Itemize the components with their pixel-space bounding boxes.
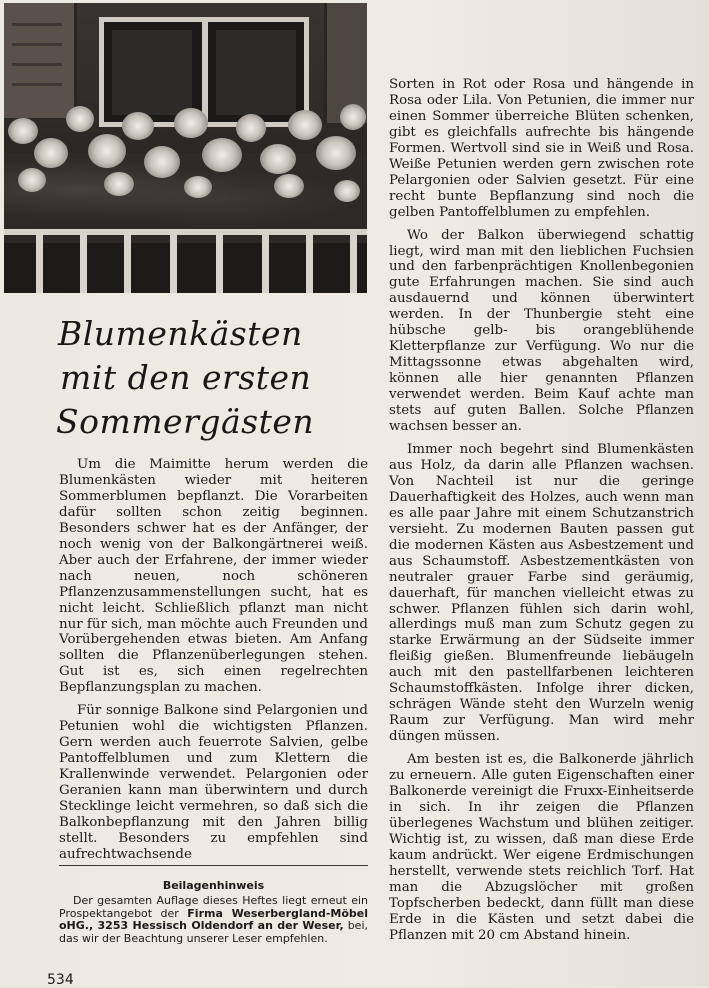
page-number: 534 xyxy=(47,972,74,988)
note-text-after: bei, das wir der Beachtung unserer Leser empfehlen. xyxy=(59,919,368,945)
headline-line-2: mit den ersten xyxy=(60,358,312,397)
headline-line-1: Blumenkästen xyxy=(58,314,303,353)
right-text-column xyxy=(389,77,694,944)
left-text-column xyxy=(59,457,368,863)
note-divider xyxy=(59,865,368,866)
balcony-flowers-photo xyxy=(4,3,367,293)
paragraph: Um die Maimitte herum werden die Blumenkästen wieder mit heiteren Sommerblumen bepflanzt. Die Vorarbeiten dafür sollten schon zeitig beginnen. Besonders schwer hat es der Anfänger, der noch wenig von der Balkongärtnerei weiß. Aber auch der Erfahrene, der immer wieder nach neuen, noch schöneren Pflanzenzusammenstellungen sucht, hat es nicht leicht. Schließlich pflanzt man nicht nur für sich, man möchte auch Freunden und Vorübergehenden etwas bieten. Am Anfang sollten die Pflanzenüberlegungen stehen. Gut ist es, sich einen regelrechten Bepflanzungsplan zu machen. xyxy=(59,457,368,696)
note-title: Beilagenhinweis xyxy=(162,879,265,892)
paragraph: Wo der Balkon überwiegend schattig liegt, wird man mit den lieblichen Fuchsien und den farbenprächtigen Knollenbegonien gute Erfahrungen machen. Sie sind auch ausdauernd und können überwintert werden. In der Thunbergie steht eine hübsche gelb- bis orangeblühende Kletterpflanze zur Verfügung. Wo nur die Mittagssonne etwas abgehalten wird, können alle hier genannten Pflanzen verwendet werden. Beim Kauf achte man stets auf guten Ballen. Solche Pflanzen wachsen besser an. xyxy=(389,227,694,435)
note-body xyxy=(59,895,368,945)
note-company: Firma Weserbergland-Möbel oHG., 3253 Hessisch Oldendorf an der Weser, xyxy=(59,906,368,933)
supplement-note xyxy=(59,880,368,945)
headline-line-3: Sommergästen xyxy=(56,402,315,441)
article-headline xyxy=(54,312,354,444)
paragraph: Am besten ist es, die Balkonerde jährlich zu erneuern. Alle guten Eigenschaften einer Balkonerde vereinigt die Fruxx-Einheitserde in sich. In ihr zeigen die Pflanzen überlegenes Wachstum und blühen zeitiger. Wichtig ist, zu wissen, daß man diese Erde kaum andrückt. Wer eigene Erdmischungen herstellt, verwende stets reichlich Torf. Hat man die Abzugslöcher mit großen Topfscherben bedeckt, dann füllt man diese Erde in die Kästen und setzt dabei die Pflanzen mit 20 cm Abstand hinein. xyxy=(389,752,694,943)
note-text-before: Der gesamten Auflage dieses Heftes liegt erneut ein Prospektangebot der xyxy=(59,894,368,920)
paragraph: Sorten in Rot oder Rosa und hängende in Rosa oder Lila. Von Petunien, die immer nur einen Sommer überreiche Blüten schenken, gibt es gleichfalls aufrechte bis hängende Formen. Wertvoll sind sie in Weiß und Rosa. Weiße Petunien werden gern zwischen rote Pelargonien oder Salvien gesetzt. Für eine recht bunte Bepflanzung sind noch die gelben Pantoffelblumen zu empfehlen. xyxy=(389,77,694,220)
paragraph: Immer noch begehrt sind Blumenkästen aus Holz, da darin alle Pflanzen wachsen. Von Nachteil ist nur die geringe Dauerhaftigkeit des Holzes, auch wenn man es alle paar Jahre mit einem Schutzanstrich versieht. Zu modernen Bauten passen gut die modernen Kästen aus Asbestzement und aus Schaumstoff. Asbestzementkästen von neutraler grauer Farbe sind geräumig, dauerhaft, für manchen vielleicht etwas zu schwer. Pflanzen fühlen sich darin wohl, allerdings muß man zum Schutz gegen zu starke Erwärmung an der Südseite immer fleißig gießen. Blumenfreunde liebäugeln auch mit den pastellfarbenen leichteren Schaumstoffkästen. Infolge ihrer dicken, schrägen Wände steht den Wurzeln wenig Raum zur Verfügung. Man wird mehr düngen müssen. xyxy=(389,441,694,745)
paragraph: Für sonnige Balkone sind Pelargonien und Petunien wohl die wichtigsten Pflanzen. Gern werden auch feuerrote Salvien, gelbe Pantoffelblumen und zum Klettern die Krallenwinde verwendet. Pelargonien oder Geranien kann man überwintern und durch Stecklinge leicht vermehren, so daß sich die Balkonbepflanzung mit den Jahren billig stellt. Besonders zu empfehlen sind aufrechtwachsende xyxy=(59,703,368,862)
